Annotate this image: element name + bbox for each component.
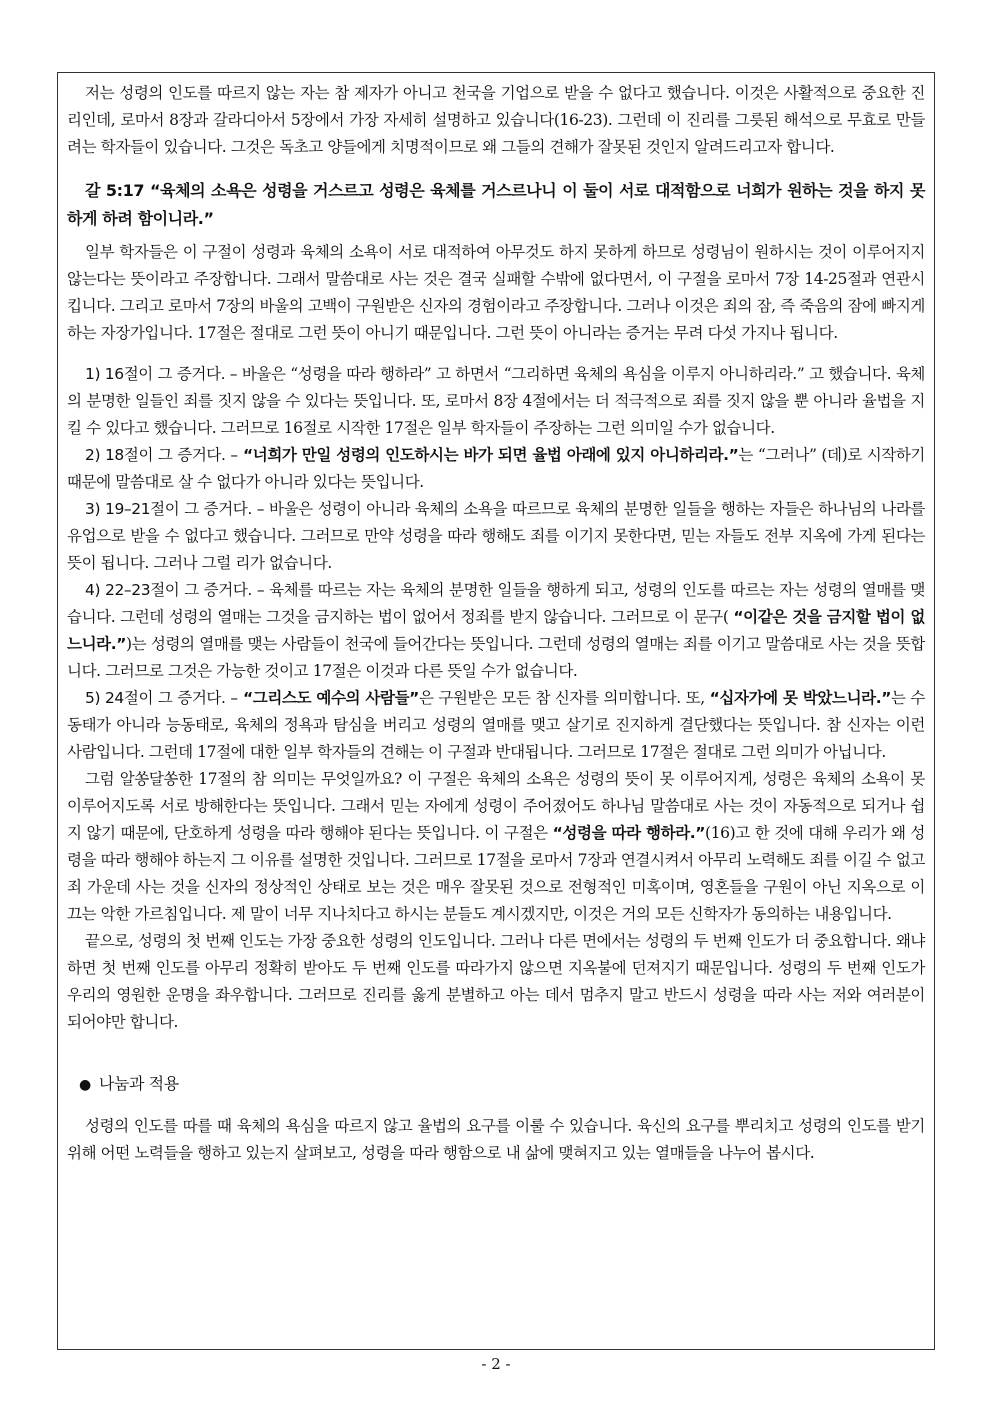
page-number: - 2 - [481, 1355, 511, 1373]
meaning-paragraph [67, 766, 925, 928]
verse-reference: 갈 5:17 [85, 181, 145, 200]
evidence-3-label: 3) 19–21절이 그 증거다. – [85, 500, 265, 518]
bullet-icon: ● [79, 1077, 91, 1093]
evidence-1-body: 바울은 “성령을 따라 행하라” 고 하면서 “그리하면 육체의 욕심을 이루지 아니하리라.” 고 했습니다. 육체의 분명한 일들인 죄를 짓지 않을 수 있다는 뜻입니다. 또, 로마서 8장 4절에서는 더 적극적으로 죄를 짓지 않을 뿐 아니라 율법을 지킬 수 있다고 했습니다. 그러므로 16절로 시작한 17절은 일부 학자들이 주장하는 그런 의미일 수가 없습니다. [67, 365, 925, 437]
document-body [67, 80, 925, 1167]
verse-quote [67, 177, 925, 233]
evidence-5-quote-b: “십자가에 못 박았느니라.” [709, 689, 891, 707]
evidence-3-body: 바울은 성령이 아니라 육체의 소욕을 따르므로 육체의 분명한 일들을 행하는 자들은 하나님의 나라를 유업으로 받을 수 없다고 했습니다. 그러므로 만약 성령을 따라 행해도 죄를 이기지 못한다면, 믿는 자들도 전부 지옥에 가게 된다는 뜻이 됩니다. 그러나 그럴 리가 없습니다. [67, 500, 925, 572]
evidence-2-quote: “너희가 만일 성령의 인도하시는 바가 되면 율법 아래에 있지 아니하리라.” [237, 446, 739, 464]
evidence-5-body-a: 은 구원받은 모든 참 신자를 의미합니다. 또, [418, 689, 710, 707]
evidence-5-label: 5) 24절이 그 증거다. – [85, 689, 238, 707]
intro-paragraph: 저는 성령의 인도를 따르지 않는 자는 참 제자가 아니고 천국을 기업으로 받을 수 없다고 했습니다. 이것은 사활적으로 중요한 진리인데, 로마서 8장과 갈라디아서 5장에서 가장 자세히 설명하고 있습니다(16-23). 그런데 이 진리를 그릇된 해석으로 무효로 만들려는 학자들이 있습니다. 그것은 독초고 양들에게 치명적이므로 왜 그들의 견해가 잘못된 것인지 알려드리고자 합니다. [67, 84, 925, 156]
meaning-quote: “성령을 따라 행하라.” [552, 824, 706, 842]
conclusion-paragraph: 끝으로, 성령의 첫 번째 인도는 가장 중요한 성령의 인도입니다. 그러나 다른 면에서는 성령의 두 번째 인도가 더 중요합니다. 왜냐하면 첫 번째 인도를 아무리 정확히 받아도 두 번째 인도를 따라가지 않으면 지옥불에 던져지기 때문입니다. 성령의 두 번째 인도가 우리의 영원한 운명을 좌우합니다. 그러므로 진리를 옳게 분별하고 아는 데서 멈추지 말고 반드시 성령을 따라 사는 저와 여러분이 되어야만 합니다. [67, 932, 925, 1031]
evidence-4-quote: “이같은 것을 금지할 법이 없느니라.” [67, 608, 925, 653]
evidence-5 [67, 685, 925, 766]
verse-text: “육체의 소욕은 성령을 거스르고 성령은 육체를 거스르나니 이 둘이 서로 대적함으로 너희가 원하는 것을 하지 못하게 하려 함이니라.” [67, 181, 926, 228]
evidence-2-label: 2) 18절이 그 증거다. – [85, 446, 238, 464]
meaning-body-a: 그럼 알쏭달쏭한 17절의 참 의미는 무엇일까요? 이 구절은 육체의 소욕은 성령의 뜻이 못 이루어지게, 성령은 육체의 소욕이 못 이루어지도록 서로 방해한다는 뜻입니다. 그래서 믿는 자에게 성령이 주어졌어도 하나님 말씀대로 사는 것이 자동적으로 되거나 쉽지 않기 때문에, 단호하게 성령을 따라 행해야 된다는 뜻입니다. 이 구절은 [67, 770, 925, 842]
evidence-2 [67, 442, 925, 496]
evidence-1-label: 1) 16절이 그 증거다. – [85, 365, 238, 383]
sharing-heading [67, 1070, 925, 1099]
evidence-2-body: 는 “그러나” (데)로 시작하기 때문에 말씀대로 살 수 없다가 아니라 있다는 뜻입니다. [67, 446, 925, 491]
meaning-body-b: (16)고 한 것에 대해 우리가 왜 성령을 따라 행해야 하는지 그 이유를 설명한 것입니다. 그러므로 17절을 로마서 7장과 연결시켜서 아무리 노력해도 죄를 이길 수 없고 죄 가운데 사는 것을 신자의 정상적인 상태로 보는 것은 매우 잘못된 것으로 전형적인 미혹이며, 영혼들을 구원이 아닌 지옥으로 이끄는 악한 가르침입니다. 제 말이 너무 지나치다고 하시는 분들도 계시겠지만, 이것은 거의 모든 신학자가 동의하는 내용입니다. [67, 824, 925, 923]
evidence-1 [67, 361, 925, 442]
evidence-4-body-b: )는 성령의 열매를 맺는 사람들이 천국에 들어간다는 뜻입니다. 그런데 성령의 열매는 죄를 이기고 말씀대로 사는 것을 뜻합니다. 그러므로 그것은 가능한 것이고 17절은 이것과 다른 뜻일 수가 없습니다. [67, 635, 925, 680]
evidence-4-body-a: 육체를 따르는 자는 육체의 분명한 일들을 행하게 되고, 성령의 인도를 따르는 자는 성령의 열매를 맺습니다. 그런데 성령의 열매는 그것을 금지하는 법이 없어서 정죄를 받지 않습니다. 그러므로 이 문구( [67, 581, 925, 626]
evidence-4 [67, 577, 925, 685]
evidence-5-quote-a: “그리스도 예수의 사람들” [237, 689, 419, 707]
evidence-5-body-b: 는 수동태가 아니라 능동태로, 육체의 정욕과 탐심을 버리고 성령의 열매를 맺고 살기로 진지하게 결단했다는 뜻입니다. 참 신자는 이런 사람입니다. 그런데 17절에 대한 일부 학자들의 견해는 이 구절과 반대됩니다. 그러므로 17절은 절대로 그런 의미가 아닙니다. [67, 689, 925, 761]
scholars-paragraph: 일부 학자들은 이 구절이 성령과 육체의 소욕이 서로 대적하여 아무것도 하지 못하게 하므로 성령님이 원하시는 것이 이루어지지 않는다는 뜻이라고 주장합니다. 그래서 말씀대로 사는 것은 결국 실패할 수밖에 없다면서, 이 구절을 로마서 7장 14-25절과 연관시킵니다. 그리고 로마서 7장의 바울의 고백이 구원받은 신자의 경험이라고 주장합니다. 그러나 이것은 죄의 잠, 즉 죽음의 잠에 빠지게 하는 자장가입니다. 17절은 절대로 그런 뜻이 아니기 때문입니다. 그런 뜻이 아니라는 증거는 무려 다섯 가지나 됩니다. [67, 243, 925, 342]
evidence-4-label: 4) 22–23절이 그 증거다. – [85, 581, 265, 599]
sharing-title: 나눔과 적용 [98, 1074, 179, 1093]
evidence-3 [67, 496, 925, 577]
sharing-paragraph: 성령의 인도를 따를 때 육체의 욕심을 따르지 않고 율법의 요구를 이룰 수 있습니다. 육신의 요구를 뿌리치고 성령의 인도를 받기 위해 어떤 노력들을 행하고 있는지 살펴보고, 성령을 따라 행함으로 내 삶에 맺혀지고 있는 열매들을 나누어 봅시다. [67, 1117, 925, 1162]
